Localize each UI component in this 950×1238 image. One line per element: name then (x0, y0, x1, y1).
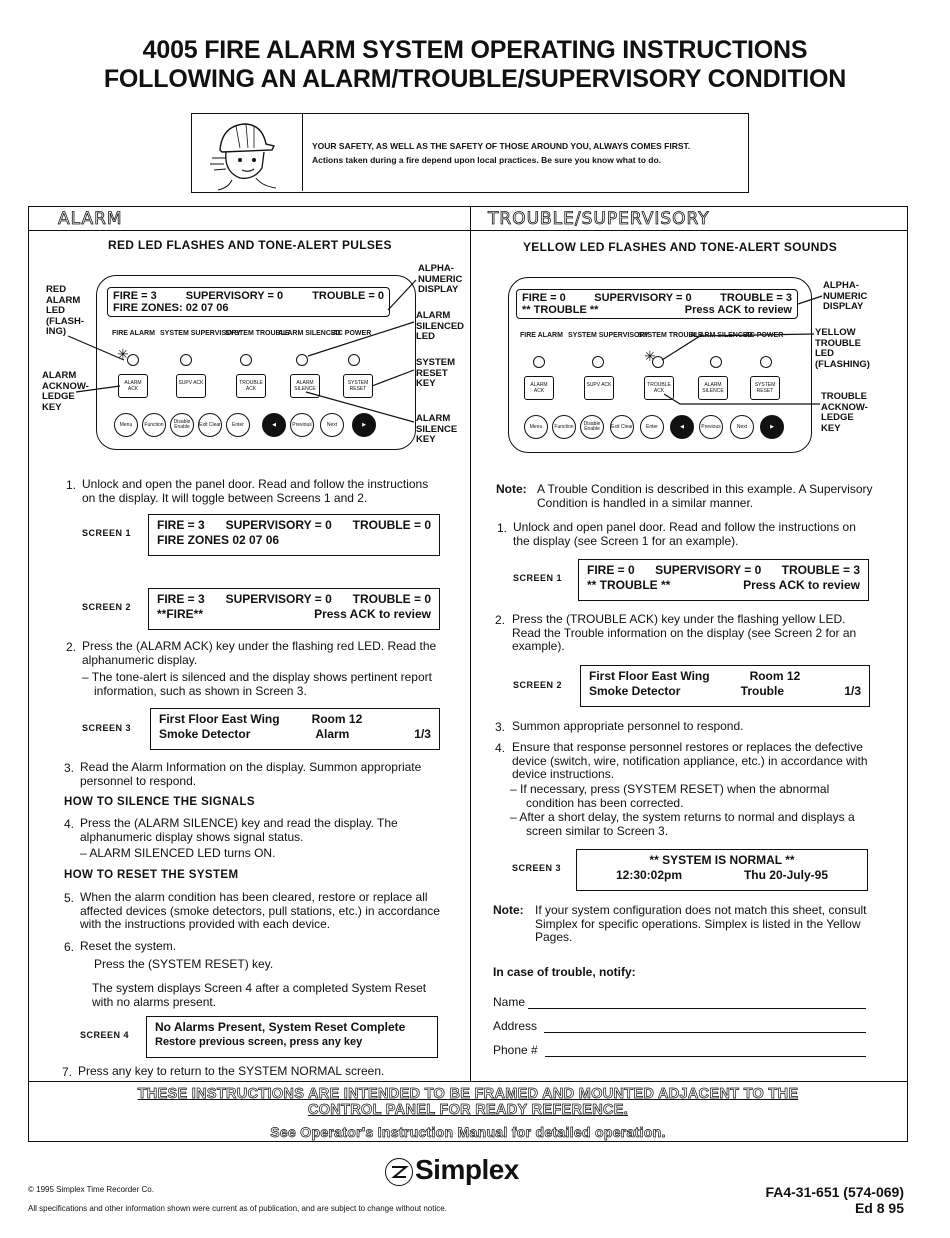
callout-alarm-silenced-led: ALARM SILENCED LED (416, 310, 465, 342)
phone-field[interactable] (545, 1056, 866, 1057)
trouble-panel-function-key[interactable]: Function (552, 415, 576, 439)
form-number: FA4-31-651 (574-069) (765, 1184, 904, 1200)
name-label: Name (493, 995, 526, 1009)
page-title-line1: 4005 FIRE ALARM SYSTEM OPERATING INSTRUCTIONS (142, 36, 808, 64)
trouble-lcd-supervisory: SUPERVISORY = 0 (594, 292, 692, 304)
trouble-screen1-status: ** TROUBLE ** (587, 578, 671, 592)
trouble-screen2 (580, 665, 870, 707)
flash-rays-icon: ✳ (117, 346, 129, 362)
trouble-step2: Press the (TROUBLE ACK) key under the flashing yellow LED. Read the Trouble information on the display (see Screen 2 for an example). (512, 612, 857, 653)
copyright: © 1995 Simplex Time Recorder Co. (28, 1185, 154, 1194)
trouble-step1: Unlock and open panel door. Read and follow the instructions on the display (see Screen 1 for an example). (513, 520, 856, 548)
alarm-step3-number: 3. (64, 761, 75, 775)
disable-enable-key[interactable]: Disable Enable (170, 413, 194, 437)
alarm-ack-key[interactable]: ALARM ACK (118, 374, 148, 398)
trouble-screen1-prompt: Press ACK to review (743, 578, 860, 592)
alarm-screen4-label: SCREEN 4 (80, 1030, 130, 1040)
alarm-step6: Reset the system. (80, 939, 177, 953)
callout-yellow-trouble-led: YELLOW TROUBLE LED (FLASHING) (815, 327, 870, 370)
trouble-panel-trouble-ack-key[interactable]: TROUBLE ACK (644, 376, 674, 400)
left-arrow-key[interactable]: ◀ (262, 413, 286, 437)
trouble-heading: TROUBLE/SUPERVISORY (488, 209, 710, 229)
supv-ack-key[interactable]: SUPV ACK (176, 374, 206, 398)
callout-system-reset-key: SYSTEM RESET KEY (416, 357, 456, 389)
alarm-step5: When the alarm condition has been cleared, restore or replace all affected devices (smoke detectors, pull stations, etc.) in accordance with the instructions provided with each device. (80, 890, 440, 931)
silence-signals-heading: HOW TO SILENCE THE SIGNALS (64, 796, 256, 808)
alarm-lcd-trouble: TROUBLE = 0 (312, 290, 384, 302)
flash-rays-icon: ✳ (644, 348, 656, 364)
alarm-screen4-line1: No Alarms Present, System Reset Complete (155, 1020, 406, 1034)
alarm-screen1-supervisory: SUPERVISORY = 0 (225, 518, 332, 532)
trouble-panel-alarm-ack-key[interactable]: ALARM ACK (524, 376, 554, 400)
next-key[interactable]: Next (320, 413, 344, 437)
trouble-note-label: Note: (496, 482, 527, 496)
alarm-step5-number: 5. (64, 891, 75, 905)
alarm-led-label-fire-alarm: FIRE ALARM (112, 330, 155, 337)
address-label: Address (493, 1019, 538, 1033)
alarm-screen3-location: First Floor East Wing (159, 712, 280, 726)
alarm-lcd-fire: FIRE = 3 (113, 290, 157, 302)
frame-note-line3: See Operator's Instruction Manual for detailed operation. (270, 1124, 666, 1140)
trouble-screen1-fire: FIRE = 0 (587, 563, 635, 577)
alarm-screen1-label: SCREEN 1 (82, 528, 132, 538)
alarm-step1: Unlock and open the panel door. Read and follow the instructions on the display. It will toggle between Screens 1 and 2. (82, 477, 429, 505)
reset-system-heading: HOW TO RESET THE SYSTEM (64, 869, 239, 881)
trouble-panel-system-reset-key[interactable]: SYSTEM RESET (750, 376, 780, 400)
simplex-logo-icon (385, 1158, 413, 1186)
right-arrow-key[interactable]: ▶ (352, 413, 376, 437)
trouble-panel-alarm-silence-key[interactable]: ALARM SILENCE (698, 376, 728, 400)
edition: Ed 8 95 (854, 1200, 904, 1216)
alarm-silence-key[interactable]: ALARM SILENCE (290, 374, 320, 398)
alarm-screen2-fire: FIRE = 3 (157, 592, 205, 606)
callout-alarm-ack-key: ALARM ACKNOW- LEDGE KEY (42, 370, 89, 413)
alarm-screen2-status: **FIRE** (157, 607, 204, 621)
name-field[interactable] (528, 1008, 866, 1009)
trouble-note: A Trouble Condition is described in this example. A Supervisory Condition is handled in a similar manner. (537, 482, 873, 510)
callout-trouble-ack-key: TROUBLE ACKNOW- LEDGE KEY (821, 391, 868, 434)
disclaimer: All specifications and other information shown were current as of publication, and are subject to change without notice. (28, 1204, 447, 1213)
trouble-screen1-supervisory: SUPERVISORY = 0 (655, 563, 762, 577)
phone-label: Phone # (493, 1043, 538, 1057)
alarm-screen4 (146, 1016, 438, 1058)
trouble-step4-number: 4. (495, 741, 506, 755)
alarm-led-label-trouble: SYSTEM TROUBLE (225, 330, 290, 337)
trouble-screen3-date: Thu 20-July-95 (743, 868, 828, 882)
trouble-led-label-trouble: SYSTEM TROUBLE (638, 332, 703, 339)
trouble-lcd-prompt: Press ACK to review (684, 304, 792, 316)
trouble-lcd-trouble: TROUBLE = 3 (720, 292, 792, 304)
trouble-screen3-label: SCREEN 3 (512, 863, 562, 873)
alarm-screen2-label: SCREEN 2 (82, 602, 132, 612)
alarm-led-label-ac-power: AC POWER (332, 330, 372, 337)
alarm-screen3-status: Alarm (315, 727, 350, 741)
simplex-logo (385, 1154, 519, 1186)
address-field[interactable] (544, 1032, 866, 1033)
simplex-logo-text: Simplex (415, 1154, 519, 1185)
trouble-note2-label: Note: (493, 903, 524, 917)
safety-line1: YOUR SAFETY, AS WELL AS THE SAFETY OF THOSE AROUND YOU, ALWAYS COMES FIRST. (312, 141, 691, 151)
alarm-step6-number: 6. (64, 940, 75, 954)
alarm-step1-number: 1. (66, 478, 77, 492)
trouble-panel-menu-key[interactable]: Menu (524, 415, 548, 439)
alarm-screen2 (148, 588, 440, 630)
trouble-screen2-count: 1/3 (844, 684, 861, 698)
trouble-screen2-status: Trouble (740, 684, 785, 698)
alarm-step2-number: 2. (66, 640, 77, 654)
trouble-step4: Ensure that response personnel restores or replaces the defective device (switch, wire, notification appliance, etc.) in accordance with device instructions. (512, 740, 868, 781)
callout-trouble-alpha-display: ALPHA- NUMERIC DISPLAY (823, 280, 868, 312)
trouble-step3: Summon appropriate personnel to respond. (512, 719, 744, 733)
trouble-screen3-time: 12:30:02pm (615, 868, 683, 882)
previous-key[interactable]: Previous (290, 413, 314, 437)
trouble-panel-exit-clear-key[interactable]: Exit Clear (610, 415, 634, 439)
callout-red-alarm-led: RED ALARM LED (FLASH- ING) (46, 284, 84, 337)
frame-note-line2: CONTROL PANEL FOR READY REFERENCE. (307, 1102, 629, 1118)
trouble-screen2-room: Room 12 (749, 669, 801, 683)
trouble-led-label-supervisory: SYSTEM SUPERVISORY (568, 332, 649, 339)
system-reset-key[interactable]: SYSTEM RESET (343, 374, 373, 398)
callout-alarm-silence-key: ALARM SILENCE KEY (416, 413, 458, 445)
alarm-screen3-count: 1/3 (414, 727, 431, 741)
alarm-screen1-zones: FIRE ZONES 02 07 06 (157, 533, 280, 547)
alarm-screen3-room: Room 12 (311, 712, 363, 726)
alarm-subheading: RED LED FLASHES AND TONE-ALERT PULSES (108, 238, 392, 252)
trouble-screen1-trouble: TROUBLE = 3 (781, 563, 860, 577)
function-key[interactable]: Function (142, 413, 166, 437)
trouble-panel-left-arrow-key[interactable]: ◀ (670, 415, 694, 439)
trouble-step4-detail2: – After a short delay, the system returns to normal and displays a screen similar to Screen 3. (510, 810, 855, 838)
trouble-lcd-status: ** TROUBLE ** (522, 304, 599, 316)
alarm-lcd-supervisory: SUPERVISORY = 0 (185, 290, 284, 302)
trouble-screen2-device: Smoke Detector (589, 684, 681, 698)
trouble-step1-number: 1. (497, 521, 508, 535)
trouble-screen2-location: First Floor East Wing (589, 669, 710, 683)
alarm-step6-detail1: Press the (SYSTEM RESET) key. (94, 957, 274, 971)
alarm-screen2-trouble: TROUBLE = 0 (352, 592, 431, 606)
alarm-step4-number: 4. (64, 817, 75, 831)
alarm-heading: ALARM (58, 209, 123, 229)
trouble-note2: If your system configuration does not match this sheet, consult Simplex for specific operations. Simplex is listed in the Yellow Pages. (535, 903, 867, 944)
trouble-ack-key[interactable]: TROUBLE ACK (236, 374, 266, 398)
alarm-step2-detail: – The tone-alert is silenced and the display shows pertinent report information, such as shown in Screen 3. (82, 670, 432, 698)
alarm-led-label-supervisory: SYSTEM SUPERVISORY (160, 330, 241, 337)
frame-note-line1: THESE INSTRUCTIONS ARE INTENDED TO BE FRAMED AND MOUNTED ADJACENT TO THE (137, 1086, 799, 1102)
trouble-panel-previous-key[interactable]: Previous (699, 415, 723, 439)
alarm-screen1-fire: FIRE = 3 (157, 518, 205, 532)
alarm-screen3 (150, 708, 440, 750)
trouble-step2-number: 2. (495, 613, 506, 627)
alarm-step3: Read the Alarm Information on the display. Summon appropriate personnel to respond. (80, 760, 422, 788)
callout-alpha-display: ALPHA- NUMERIC DISPLAY (418, 263, 463, 295)
alarm-lcd-zones: FIRE ZONES: 02 07 06 (113, 302, 229, 314)
trouble-panel-disable-enable-key[interactable]: Disable Enable (580, 415, 604, 439)
trouble-led-label-silenced: ALARM SILENCED (690, 332, 753, 339)
alarm-screen1-trouble: TROUBLE = 0 (352, 518, 431, 532)
trouble-step3-number: 3. (495, 720, 506, 734)
alarm-screen4-line2: Restore previous screen, press any key (155, 1036, 363, 1048)
trouble-screen2-label: SCREEN 2 (513, 680, 563, 690)
trouble-screen3-status: ** SYSTEM IS NORMAL ** (649, 853, 795, 867)
trouble-panel-supv-ack-key[interactable]: SUPV ACK (584, 376, 614, 400)
alarm-step7-number: 7. (62, 1065, 73, 1079)
trouble-screen3 (576, 849, 868, 891)
enter-key[interactable]: Enter (226, 413, 250, 437)
trouble-panel-next-key[interactable]: Next (730, 415, 754, 439)
trouble-screen1-label: SCREEN 1 (513, 573, 563, 583)
alarm-screen2-supervisory: SUPERVISORY = 0 (225, 592, 332, 606)
trouble-panel-right-arrow-key[interactable]: ▶ (760, 415, 784, 439)
alarm-step4: Press the (ALARM SILENCE) key and read the display. The alphanumeric display shows signal status. (80, 816, 398, 844)
alarm-step7: Press any key to return to the SYSTEM NORMAL screen. (78, 1064, 385, 1078)
alarm-step2: Press the (ALARM ACK) key under the flashing red LED. Read the alphanumeric display. (82, 639, 437, 667)
alarm-screen1 (148, 514, 440, 556)
trouble-panel-enter-key[interactable]: Enter (640, 415, 664, 439)
menu-key[interactable]: Menu (114, 413, 138, 437)
trouble-led-label-fire-alarm: FIRE ALARM (520, 332, 563, 339)
alarm-step4-detail: – ALARM SILENCED LED turns ON. (80, 846, 276, 860)
exit-clear-key[interactable]: Exit Clear (198, 413, 222, 437)
notify-heading: In case of trouble, notify: (493, 965, 636, 979)
trouble-step4-detail1: – If necessary, press (SYSTEM RESET) when the abnormal condition has been corrected. (510, 782, 830, 810)
trouble-screen1 (578, 559, 869, 601)
trouble-lcd-fire: FIRE = 0 (522, 292, 566, 304)
safety-line2: Actions taken during a fire depend upon local practices. Be sure you know what to do. (312, 155, 662, 165)
alarm-screen2-prompt: Press ACK to review (314, 607, 431, 621)
trouble-subheading: YELLOW LED FLASHES AND TONE-ALERT SOUNDS (523, 240, 838, 254)
alarm-led-label-silenced: ALARM SILENCED (278, 330, 341, 337)
page-title-line2: FOLLOWING AN ALARM/TROUBLE/SUPERVISORY CONDITION (103, 65, 847, 93)
alarm-screen3-label: SCREEN 3 (82, 723, 132, 733)
alarm-screen3-device: Smoke Detector (159, 727, 251, 741)
trouble-led-label-ac-power: AC POWER (744, 332, 784, 339)
alarm-step6-detail2: The system displays Screen 4 after a completed System Reset with no alarms present. (92, 981, 427, 1009)
